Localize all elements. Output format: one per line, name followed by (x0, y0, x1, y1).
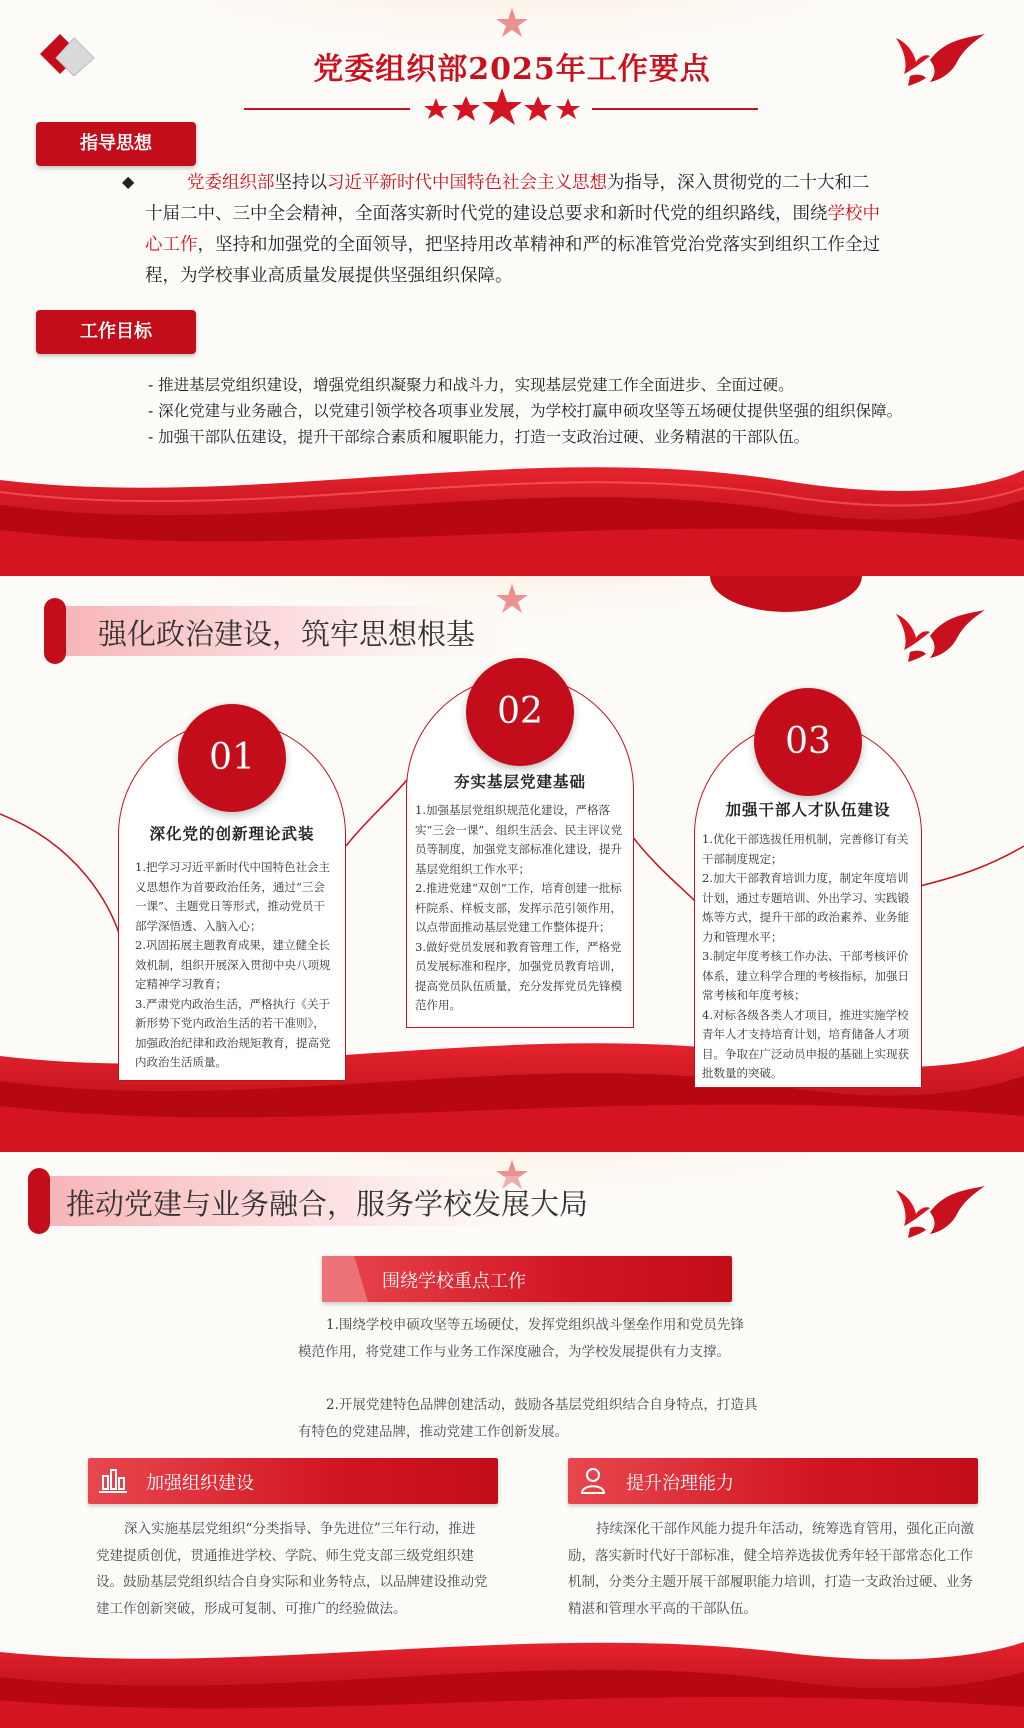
goal-item: - 推进基层党组织建设，增强党组织凝聚力和战斗力，实现基层党建工作全面进步、全面过硬。 (148, 376, 794, 394)
guide-text-3: ，坚持和加强党的全面领导，把坚持用改革精神和严的标准管党治党落实到组织工作全过程，为学校事业高质量发展提供坚强组织保障。 (145, 235, 880, 286)
center-label: 围绕学校重点工作 (382, 1271, 526, 1292)
bar-chart-icon (94, 1462, 132, 1500)
card-number-badge: 03 (754, 688, 862, 796)
card-body: 1.优化干部选拔任用机制，完善修订有关干部制度规定； 2.加大干部教育培训力度，制定年度培训计划，通过专题培训、外出学习、实践锻炼等方式，提升干部的政治素养、业务能力和管理水平； 3.制定年度考核工作办法、干部考核评价体系，建立科学合理的考核指标，加强日常考核和年度考核； 4.对标各级各类人才项目，推进实施学校青年人才支持培育计划，培育储备人才项目。争取在广泛动员申报的基础上实现获批数量的突破。 (702, 832, 909, 1080)
left-paragraph: 深入实施基层党组织“分类指导、争先进位”三年行动，推进党建提质创优，贯通推进学校、学院、师生党支部三级党组织建设。鼓励基层党组织结合自身实际和业务特点，以品牌建设推动党建工作创新突破，形成可复制、可推广的经验做法。 (96, 1521, 488, 1617)
card-heading: 夯实基层党建基础 (453, 772, 586, 791)
goal-item: - 加强干部队伍建设，提升干部综合素质和履职能力，打造一支政治过硬、业务精湛的干部队伍。 (148, 428, 810, 446)
highlight-org-dept: 党委组织部 (187, 173, 275, 193)
center-paragraph: 1.围绕学校申硕攻坚等五场硬仗，发挥党组织战斗堡垒作用和党员先锋模范作用，将党建工作与业务工作深度融合，为学校发展提供有力支撑。 (298, 1317, 744, 1360)
left-label: 加强组织建设 (146, 1473, 254, 1494)
goal-item: - 深化党建与业务融合，以党建引领学校各项事业发展，为学校打赢申硕攻坚等五场硬仗提供坚强的组织保障。 (148, 402, 903, 420)
slide-guiding-thought (0, 0, 1024, 576)
center-label-bar (322, 1256, 732, 1302)
stars-divider-icon (240, 88, 760, 128)
card-number-badge: 01 (178, 704, 286, 812)
right-label: 提升治理能力 (626, 1473, 734, 1494)
guiding-thought-paragraph (145, 168, 885, 292)
user-icon (574, 1462, 612, 1500)
card-body: 1.把学习习近平新时代中国特色社会主义思想作为首要政治任务，通过“三会一课”、主题党日等形式，推动党员干部学深悟透、入脑入心； 2.巩固拓展主题教育成果，建立健全长效机制，组织开展深入贯彻中央八项规定精神学习教育； 3.严肃党内政治生活，严格执行《关于新形势下党内政治生活的若干准则》，加强政治纪律和政治规矩教育，提高党内政治生活质量。 (135, 860, 331, 1069)
section-title: 推动党建与业务融合，服务学校发展大局 (66, 1187, 589, 1221)
section-label-work-goals: 工作目标 (36, 310, 196, 354)
section-title: 强化政治建设，筑牢思想根基 (98, 617, 476, 651)
guide-text-1: 坚持以 (274, 173, 327, 193)
guide-text-2: 为指导，深入贯彻党的二十大和二十届二中、三中全会精神，全面落实新时代党的建设总要求和新时代党的组织路线，围绕 (145, 173, 870, 224)
page-title: 党委组织部2025年工作要点 (313, 52, 711, 87)
doves-icon (890, 606, 990, 666)
card-heading: 加强干部人才队伍建设 (725, 800, 891, 819)
right-paragraph: 持续深化干部作风能力提升年活动，统筹选育管用，强化正向激励，落实新时代好干部标准，健全培养选拔优秀年轻干部常态化工作机制，分类分主题开展干部履职能力培训，打造一支政治过硬、业务精湛和管理水平高的干部队伍。 (568, 1521, 974, 1617)
slide-business-integration (0, 1152, 1024, 1728)
center-paragraph: 2.开展党建特色品牌创建活动，鼓励各基层党组织结合自身特点，打造具有特色的党建品牌，推动党建工作创新发展。 (298, 1397, 758, 1440)
slide-political-construction (0, 576, 1024, 1152)
right-label-bar (568, 1458, 978, 1504)
section-label-guiding-thought: 指导思想 (36, 122, 196, 166)
card-heading: 深化党的创新理论武装 (149, 824, 315, 843)
left-label-bar (88, 1458, 498, 1504)
doves-icon (890, 1182, 990, 1242)
bullet-diamond-icon: ◆ (122, 172, 135, 191)
highlight-school-center-work: 学校中心工作 (145, 204, 880, 255)
goals-list (148, 372, 948, 450)
highlight-xi-thought: 习近平新时代中国特色社会主义思想 (327, 173, 607, 193)
card-number-badge: 02 (466, 658, 574, 766)
card-body: 1.加强基层党组织规范化建设，严格落实“三会一课”、组织生活会、民主评议党员等制度，加强党支部标准化建设，提升基层党组织工作水平； 2.推进党建“双创”工作，培育创建一批标杆院系、样板支部，发挥示范引领作用，以点带面推动基层党建工作整体提升； 3.做好党员发展和教育管理工作，严格党员发展标准和程序，加强党员教育培训，提高党员队伍质量，充分发挥党员先锋模范作用。 (415, 803, 623, 1012)
